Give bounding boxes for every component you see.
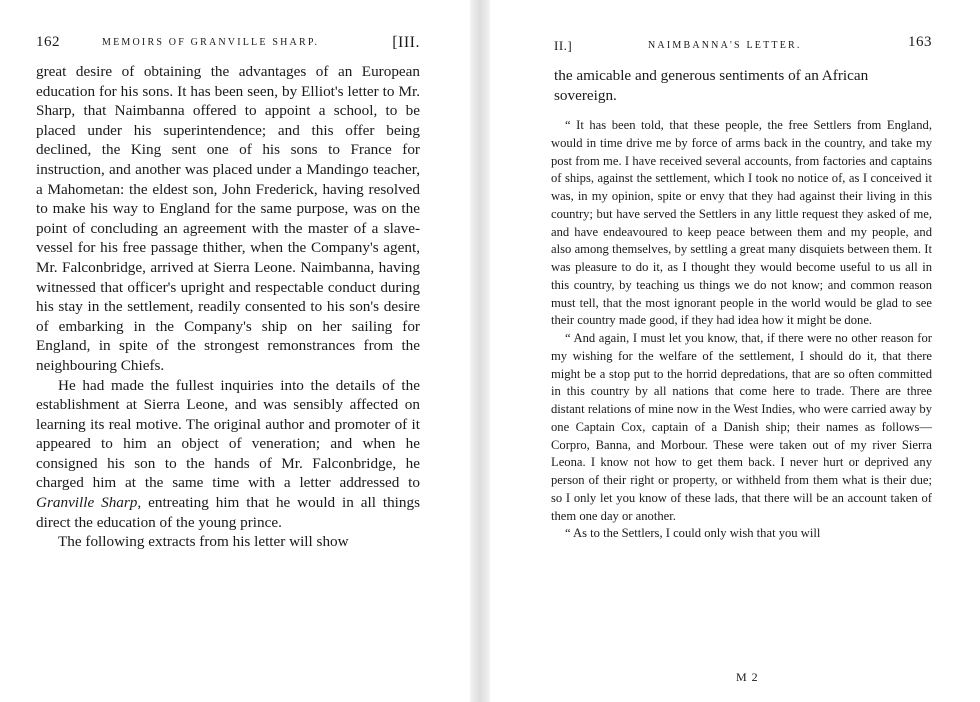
left-body-text (36, 62, 420, 552)
right-intro-text: the amicable and generous sentiments of an African sovereign. (554, 67, 869, 104)
left-page-number: 162 (36, 34, 60, 50)
left-chapter-mark: [III. (392, 34, 420, 51)
book-gutter (470, 0, 490, 702)
right-page (490, 0, 980, 702)
letter-paragraph-3: “ As to the Settlers, I could only wish that you will (565, 526, 821, 541)
left-paragraph-2-italic-name: Granville Sharp, (36, 494, 142, 512)
right-page-number: 163 (908, 34, 932, 50)
left-paragraph-2-end: entreating him that he would in all things direct the education of the young prince. (36, 494, 420, 531)
letter-paragraph-2: “ And again, I must let you know, that, if there were no other reason for my wishing for the welfare of the settlement, I should do it, that there might be a stop put to the horrid depredations, that are so often committed in this country by all nations that come here to trade. There are three distant relations of mine now in the West Indies, who were carried away by one Captain Cox, captain of a Danish ship; their names as follows—Corpro, Banna, and Morbour. These were taken out of my river Sierra Leona. I know not how to get them back. I never hurt or deprived any person of their right or property, or withheld from them what is their due; so I only let you know of these lads, that there will be an account taken of them one day or another. (551, 331, 932, 523)
left-page (0, 0, 470, 702)
left-paragraph-1: great desire of obtaining the advantages of an European education for his sons. It has been seen, by Elliot's letter to Mr. Sharp, that Naimbanna offered to appoint a school, to be placed under his superintendence; and this offer being declined, the King sent one of his sons to France for instruction, and another was placed under a Mandingo teacher, a Mahometan: the eldest son, John Frederick, having resolved to make his way to England for the same purpose, was on the point of concluding an agreement with the master of a slave-vessel for his free passage thither, when the Company's agent, Mr. Falconbridge, arrived at Sierra Leone. Naimbanna, having witnessed that officer's upright and respectable conduct during his stay in the settlement, readily consented to his son's desire of embarking in the Company's ship on her sailing for England, in spite of the strongest remonstrances from the neighbouring Chiefs. (36, 63, 420, 374)
left-running-title: MEMOIRS OF GRANVILLE SHARP. (102, 37, 320, 48)
right-running-title: NAIMBANNA'S LETTER. (648, 40, 802, 51)
letter-paragraph-1: “ It has been told, that these people, the free Settlers from England, would in time drive me by force of arms back in the country, and take my post from me. I have received several accounts, from factories and captains of ships, against the settlement, which I took no notice of, as I conceived it was, in my opinion, spite or envy that they had against their living in this country; but have served the Settlers in any little request they asked of me, and have endeavoured to keep peace between them and my people, and also among themselves, by settling a great many disquiets between them. It was pleasure to do it, as I thought they would become useful to us all in this country, by teaching us things we do not know; and common reason must tell, that the most ignorant people in the world would be glad to see their country made good, if they had idea how it might be done. (551, 118, 932, 328)
left-paragraph-2 (36, 376, 420, 533)
signature-mark: M 2 (736, 670, 759, 684)
right-chapter-mark: II.] (554, 38, 573, 53)
left-paragraph-3: The following extracts from his letter will show (58, 533, 349, 551)
letter-extract (551, 117, 932, 543)
left-paragraph-2-start: He had made the fullest inquiries into the details of the establishment at Sierra Leone, and was sensibly affected on learning its real motive. The original author and promoter of it appeared to him an object of veneration; and when he consigned his son to the hands of Mr. Falconbridge, he charged him at the same time with a letter addressed to (36, 376, 420, 492)
